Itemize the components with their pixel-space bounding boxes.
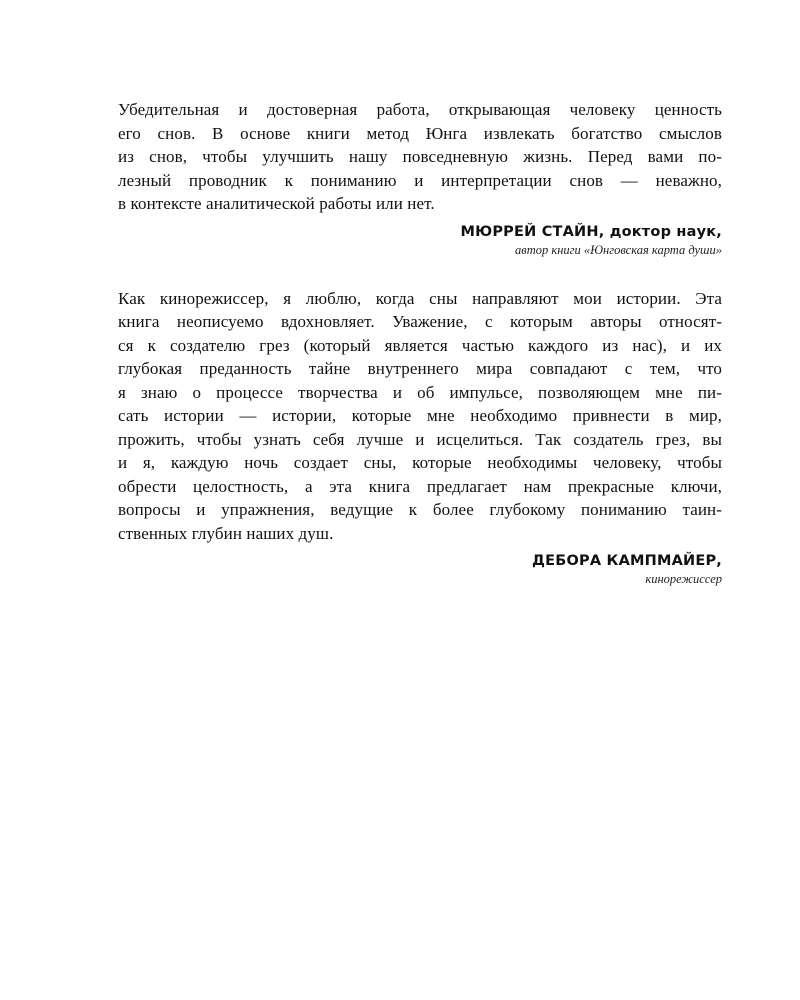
quote-line: Убедительная и достоверная работа, открывающая человеку ценность — [118, 100, 722, 119]
testimonial-attribution — [118, 551, 722, 587]
quote-line: глубокая преданность тайне внутреннего мира совпадают с тем, что — [118, 359, 722, 378]
author-name: МЮРРЕЙ СТАЙН, — [460, 223, 605, 240]
quote-line: книга неописуемо вдохновляет. Уважение, с которым авторы относят- — [118, 312, 722, 331]
testimonial-1 — [118, 98, 722, 258]
quote-line: лезный проводник к пониманию и интерпретации снов — неважно, — [118, 170, 722, 190]
author-title: доктор наук, — [609, 223, 722, 240]
author-name: ДЕБОРА КАМПМАЙЕР, — [532, 553, 722, 569]
quote-line: прожить, чтобы узнать себя лучше и исцелиться. Так создатель грез, вы — [118, 429, 722, 449]
quote-line: обрести целостность, а эта книга предлагает нам прекрасные ключи, — [118, 476, 722, 496]
author-role: автор книги «Юнговская карта души» — [515, 242, 722, 257]
testimonial-attribution — [118, 222, 722, 258]
quote-line: из снов, чтобы улучшить нашу повседневную жизнь. Перед вами по- — [118, 147, 722, 166]
testimonial-2 — [118, 287, 722, 588]
quote-line: Как кинорежиссер, я люблю, когда сны направляют мои истории. Эта — [118, 288, 722, 308]
quote-line: ся к создателю грез (который является частью каждого из нас), и их — [118, 335, 722, 355]
quote-line: сать истории — истории, которые мне необходимо привнести в мир, — [118, 406, 722, 425]
quote-line: и я, каждую ночь создает сны, которые необходимы человеку, чтобы — [118, 453, 722, 472]
page-content — [118, 98, 722, 587]
author-name-line — [118, 551, 722, 571]
quote-line: вопросы и упражнения, ведущие к более глубокому пониманию таин- — [118, 500, 722, 519]
testimonial-quote — [118, 98, 722, 216]
quote-line: в контексте аналитической работы или нет. — [118, 194, 435, 213]
quote-line: ственных глубин наших душ. — [118, 523, 334, 543]
author-role: кинорежиссер — [645, 572, 722, 586]
quote-line: его снов. В основе книги метод Юнга извлекать богатство смыслов — [118, 123, 722, 143]
quote-line: я знаю о процессе творчества и об импульсе, позволяющем мне пи- — [118, 382, 722, 402]
author-name-line — [118, 222, 722, 242]
testimonial-quote — [118, 287, 722, 546]
